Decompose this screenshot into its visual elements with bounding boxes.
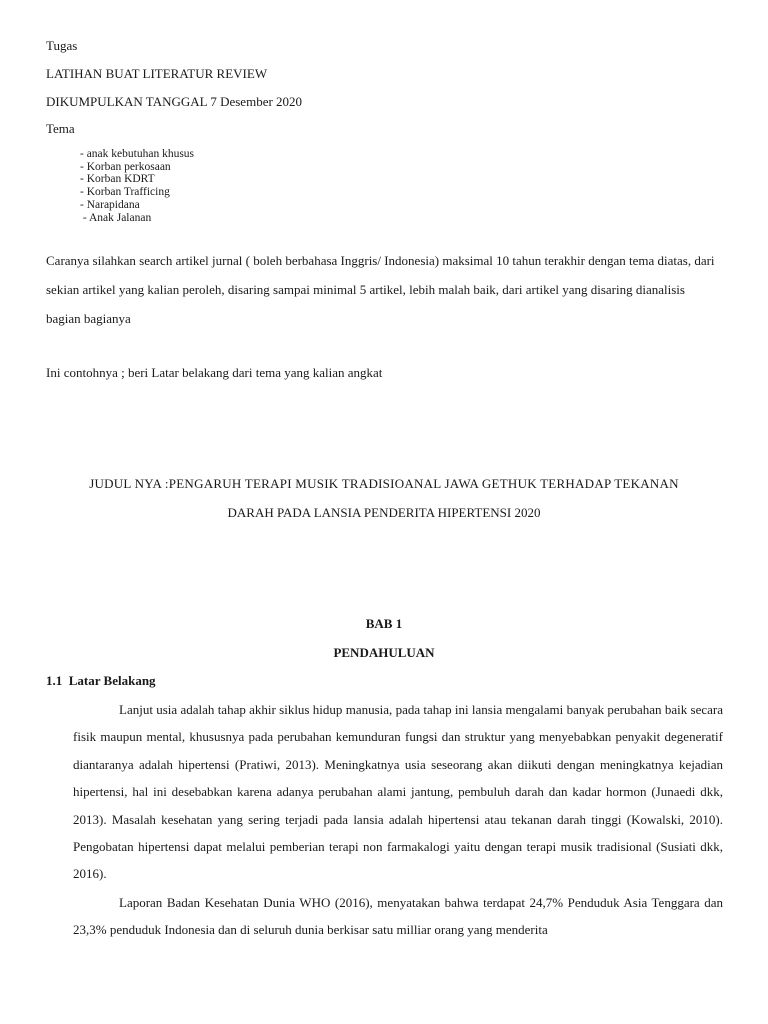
theme-item: - anak kebutuhan khusus <box>80 148 195 160</box>
body-text <box>73 696 723 944</box>
instructions-paragraph: Caranya silahkan search artikel jurnal ( boleh berbahasa Inggris/ Indonesia) maksimal 10 tahun terakhir dengan tema diatas, dari sekian artikel yang kalian peroleh, disaring sampai minimal 5 artikel, lebih malah baik, dari artikel yang disaring dianalisis bagian bagianya <box>46 253 715 326</box>
body-paragraph-2: Laporan Badan Kesehatan Dunia WHO (2016), menyatakan bahwa terdapat 24,7% Penduduk Asia Tenggara dan 23,3% penduduk Indonesia dan di seluruh dunia berkisar satu milliar orang yang menderita <box>73 894 723 938</box>
theme-list <box>80 148 194 224</box>
assignment-title: LATIHAN BUAT LITERATUR REVIEW <box>46 66 268 81</box>
chapter-title: PENDAHULUAN <box>333 645 435 660</box>
judul-line-2: DARAH PADA LANSIA PENDERITA HIPERTENSI 2020 <box>227 505 541 520</box>
theme-item: - Korban Trafficing <box>80 186 170 199</box>
body-paragraph-1: Lanjut usia adalah tahap akhir siklus hidup manusia, pada tahap ini lansia mengalami banyak perubahan baik secara fisik maupun mental, khususnya pada perubahan kemunduran fungsi dan struktur yang menyebabkan penyakit degeneratif diantaranya adalah hipertensi (Pratiwi, 2013). Meningkatnya usia seseorang akan diikuti dengan meningkatnya kejadian hipertensi, hal ini desebabkan karena adanya perubahan alami jantung, pembuluh darah dan kadar hormon (Junaedi dkk, 2013). Masalah kesehatan yang sering terjadi pada lansia adalah hipertensi atau tekanan darah tinggi (Kowalski, 2010). Pengobatan hipertensi dapat melalui pemberian terapi non farmakalogi yaitu dengan terapi musik tradisional (Susiati dkk, 2016). <box>73 702 723 882</box>
theme-item: - Korban KDRT <box>80 173 155 186</box>
deadline-text: DIKUMPULKAN TANGGAL 7 Desember 2020 <box>46 94 303 109</box>
judul-line-1: JUDUL NYA :PENGARUH TERAPI MUSIK TRADISIOANAL JAWA GETHUK TERHADAP TEKANAN <box>89 476 679 491</box>
example-note: Ini contohnya ; beri Latar belakang dari tema yang kalian angkat <box>46 365 383 380</box>
theme-item: - Korban perkosaan <box>80 160 171 173</box>
chapter-number: BAB 1 <box>365 616 403 631</box>
theme-item: - Narapidana <box>80 198 140 211</box>
section-heading: 1.1 Latar Belakang <box>46 673 156 688</box>
tugas-label: Tugas <box>46 38 78 53</box>
theme-item: - Anak Jalanan <box>80 211 152 224</box>
tema-label: Tema <box>46 121 75 136</box>
